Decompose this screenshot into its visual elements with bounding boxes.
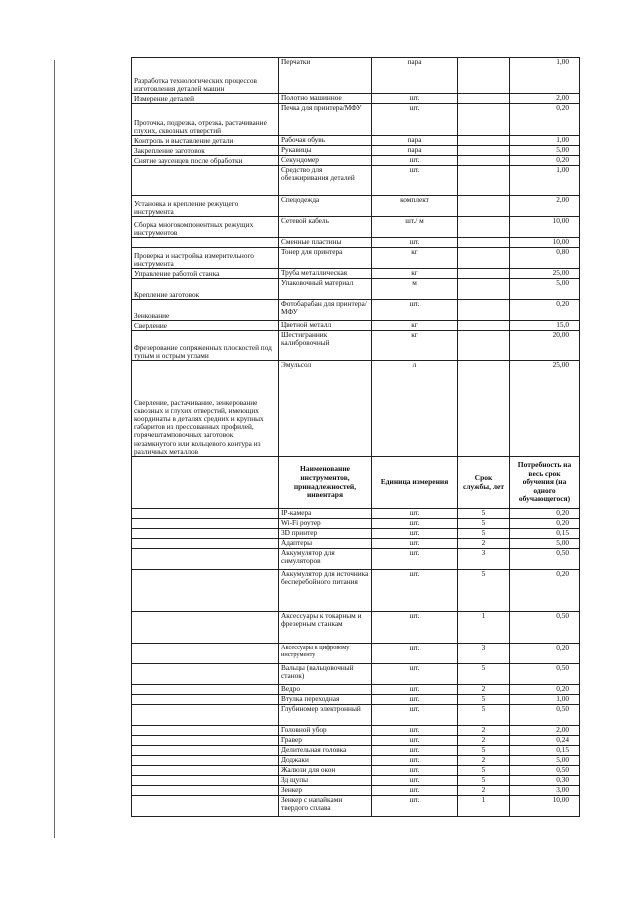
need-cell: 0,50 [510, 612, 580, 644]
operation-cell: Сверление [132, 321, 279, 331]
header-unit: Единица измерения [372, 457, 458, 509]
unit-cell: шт./ м [372, 217, 458, 238]
blank-cell [458, 248, 510, 269]
blank-cell [132, 612, 279, 644]
blank-cell [458, 146, 510, 156]
need-cell: 5,00 [510, 756, 580, 766]
material-cell: Сменные пластины [279, 238, 372, 248]
need-cell: 10,00 [510, 796, 580, 817]
unit-cell: шт. [372, 705, 458, 726]
need-cell: 5,00 [510, 539, 580, 549]
table-row [132, 331, 580, 361]
unit-cell: шт. [372, 166, 458, 196]
operation-cell: Сверление, растачивание, зенкерование сквозных и глухих отверстий, имеющих координаты в деталях средних и крупных габаритов из прессованных профилей, горячештамповочных заготовок незамкнутого или кольцевого контура из различных металлов [132, 361, 279, 457]
operation-cell: Управление работой станка [132, 269, 279, 279]
table-row [132, 94, 580, 104]
operation-cell: Разработка технологических процессов изготовления деталей машин [132, 58, 279, 94]
material-cell: Шестигранник калибровочный [279, 331, 372, 361]
unit-cell: шт. [372, 664, 458, 685]
blank-cell [458, 196, 510, 217]
table-row [132, 644, 580, 664]
tool-name-cell: Глубиномер электронный [279, 705, 372, 726]
table-row [132, 58, 580, 94]
blank-cell [458, 166, 510, 196]
term-cell: 3 [458, 549, 510, 570]
table-row [132, 104, 580, 136]
term-cell: 1 [458, 796, 510, 817]
quantity-cell: 2,00 [510, 94, 580, 104]
table-row [132, 736, 580, 746]
blank-cell [132, 529, 279, 539]
table-row [132, 695, 580, 705]
quantity-cell: 10,00 [510, 217, 580, 238]
table-row [132, 248, 580, 269]
quantity-cell: 5,00 [510, 146, 580, 156]
table-row [132, 238, 580, 248]
unit-cell: шт. [372, 766, 458, 776]
unit-cell: л [372, 361, 458, 457]
blank-cell [458, 136, 510, 146]
term-cell: 2 [458, 756, 510, 766]
unit-cell: комплект [372, 196, 458, 217]
blank-cell [132, 519, 279, 529]
table-row [132, 269, 580, 279]
quantity-cell: 1,00 [510, 166, 580, 196]
need-cell: 0,20 [510, 644, 580, 664]
blank-cell [132, 570, 279, 612]
table-row [132, 766, 580, 776]
operation-cell: Проточка, подрезка, отрезка, растачивание глухих, сквозных отверстий [132, 104, 279, 136]
need-cell: 0,50 [510, 766, 580, 776]
term-cell: 5 [458, 776, 510, 786]
unit-cell: шт. [372, 695, 458, 705]
unit-cell: пара [372, 136, 458, 146]
blank-cell [458, 269, 510, 279]
term-cell: 5 [458, 664, 510, 685]
unit-cell: шт. [372, 736, 458, 746]
material-cell: Цветной металл [279, 321, 372, 331]
term-cell: 5 [458, 519, 510, 529]
term-cell: 5 [458, 570, 510, 612]
blank-cell [132, 509, 279, 519]
blank-cell [132, 664, 279, 685]
tool-name-cell: Жалюзи для окон [279, 766, 372, 776]
material-cell: Полотно машинное [279, 94, 372, 104]
quantity-cell: 20,00 [510, 331, 580, 361]
blank-cell [458, 361, 510, 457]
quantity-cell: 5,00 [510, 279, 580, 300]
table-row [132, 300, 580, 321]
table-row [132, 321, 580, 331]
blank-cell [132, 776, 279, 786]
table-row [132, 196, 580, 217]
blank-cell [132, 457, 279, 509]
unit-cell: шт. [372, 776, 458, 786]
blank-cell [458, 58, 510, 94]
need-cell: 0,15 [510, 746, 580, 756]
operation-cell [132, 166, 279, 196]
quantity-cell: 1,00 [510, 58, 580, 94]
quantity-cell: 1,00 [510, 136, 580, 146]
unit-cell: шт. [372, 746, 458, 756]
tool-name-cell: Wi-Fi роутер [279, 519, 372, 529]
materials-table [131, 57, 580, 817]
header-need: Потребность на весь срок обучения (на одного обучающегося) [510, 457, 580, 509]
material-cell: Сетевой кабель [279, 217, 372, 238]
material-cell: Рабочая обувь [279, 136, 372, 146]
need-cell: 0,20 [510, 519, 580, 529]
header-name: Наименование инструментов, принадлежностей, инвентаря [279, 457, 372, 509]
unit-cell: кг [372, 331, 458, 361]
blank-cell [458, 104, 510, 136]
unit-cell: шт. [372, 104, 458, 136]
tools-header-row [132, 457, 580, 509]
blank-cell [132, 539, 279, 549]
need-cell: 2,00 [510, 726, 580, 736]
operation-cell: Сборка многокомпонентных режущих инструментов [132, 217, 279, 238]
tool-name-cell: Адаптеры [279, 539, 372, 549]
material-cell: Тонер для принтера [279, 248, 372, 269]
quantity-cell: 0,20 [510, 300, 580, 321]
need-cell: 0,24 [510, 736, 580, 746]
tool-name-cell: Зенкер [279, 786, 372, 796]
blank-cell [132, 736, 279, 746]
unit-cell: пара [372, 58, 458, 94]
table-row [132, 705, 580, 726]
operation-cell: Фрезерование сопряженных плоскостей под тупым и острым углами [132, 331, 279, 361]
blank-cell [132, 685, 279, 695]
unit-cell: шт. [372, 644, 458, 664]
material-cell: Средство для обезжиривания деталей [279, 166, 372, 196]
table-row [132, 612, 580, 644]
blank-cell [132, 756, 279, 766]
unit-cell: шт. [372, 570, 458, 612]
table-row [132, 786, 580, 796]
material-cell: Секундомер [279, 156, 372, 166]
blank-cell [458, 300, 510, 321]
unit-cell: шт. [372, 300, 458, 321]
unit-cell: шт. [372, 796, 458, 817]
unit-cell: шт. [372, 94, 458, 104]
unit-cell: шт. [372, 726, 458, 736]
blank-cell [132, 766, 279, 776]
table-row [132, 570, 580, 612]
quantity-cell: 0,20 [510, 104, 580, 136]
material-cell: Труба металлическая [279, 269, 372, 279]
term-cell: 2 [458, 726, 510, 736]
term-cell: 5 [458, 766, 510, 776]
table-row [132, 217, 580, 238]
header-term: Срок службы, лет [458, 457, 510, 509]
tools-section [132, 457, 580, 817]
table-row [132, 156, 580, 166]
term-cell: 2 [458, 736, 510, 746]
tool-name-cell: Аккумулятор для источника бесперебойного питания [279, 570, 372, 612]
need-cell: 0,30 [510, 776, 580, 786]
unit-cell: кг [372, 248, 458, 269]
quantity-cell: 2,00 [510, 196, 580, 217]
unit-cell: шт. [372, 509, 458, 519]
margin-line [54, 60, 55, 838]
tool-name-cell: Аксессуары к токарным и фрезерным станкам [279, 612, 372, 644]
tool-name-cell: Втулка переходная [279, 695, 372, 705]
tool-name-cell: Гравер [279, 736, 372, 746]
need-cell: 0,50 [510, 705, 580, 726]
tool-name-cell: Головной убор [279, 726, 372, 736]
term-cell: 5 [458, 705, 510, 726]
operation-cell: Контроль и выставление детали [132, 136, 279, 146]
table-row [132, 746, 580, 756]
table-row [132, 529, 580, 539]
quantity-cell: 0,80 [510, 248, 580, 269]
unit-cell: м [372, 279, 458, 300]
term-cell: 5 [458, 529, 510, 539]
blank-cell [458, 321, 510, 331]
table-row [132, 519, 580, 529]
need-cell: 3,00 [510, 786, 580, 796]
need-cell: 0,50 [510, 664, 580, 685]
unit-cell: шт. [372, 156, 458, 166]
unit-cell: шт. [372, 539, 458, 549]
tool-name-cell: Вальцы (вальцовочный станок) [279, 664, 372, 685]
operation-cell: Проверка и настройка измерительного инструмента [132, 248, 279, 269]
material-cell: Эмульсол [279, 361, 372, 457]
quantity-cell: 0,20 [510, 156, 580, 166]
table-row [132, 685, 580, 695]
tool-name-cell: Аксессуары к цифровому инструменту [279, 644, 372, 664]
term-cell: 5 [458, 746, 510, 756]
blank-cell [458, 156, 510, 166]
need-cell: 0,15 [510, 529, 580, 539]
table-row [132, 796, 580, 817]
term-cell: 5 [458, 695, 510, 705]
term-cell: 1 [458, 612, 510, 644]
operation-cell: Зенкование [132, 300, 279, 321]
table-row [132, 776, 580, 786]
tool-name-cell: Аккумулятор для симуляторов [279, 549, 372, 570]
blank-cell [132, 746, 279, 756]
table-row [132, 146, 580, 156]
operation-cell: Закрепление заготовок [132, 146, 279, 156]
table-row [132, 509, 580, 519]
material-cell: Спецодежда [279, 196, 372, 217]
tool-name-cell: Ведро [279, 685, 372, 695]
operation-cell: Измерение деталей [132, 94, 279, 104]
quantity-cell: 10,00 [510, 238, 580, 248]
term-cell: 2 [458, 786, 510, 796]
blank-cell [132, 695, 279, 705]
need-cell: 0,20 [510, 570, 580, 612]
tool-name-cell: IP-камера [279, 509, 372, 519]
unit-cell: шт. [372, 612, 458, 644]
need-cell: 0,50 [510, 549, 580, 570]
blank-cell [458, 331, 510, 361]
table-row [132, 136, 580, 146]
table-row [132, 664, 580, 685]
need-cell: 0,20 [510, 685, 580, 695]
material-cell: Упаковочный материал [279, 279, 372, 300]
blank-cell [132, 786, 279, 796]
blank-cell [132, 796, 279, 817]
quantity-cell: 25,00 [510, 361, 580, 457]
unit-cell: шт. [372, 786, 458, 796]
blank-cell [132, 549, 279, 570]
blank-cell [132, 644, 279, 664]
table-row [132, 361, 580, 457]
blank-cell [132, 726, 279, 736]
quantity-cell: 25,00 [510, 269, 580, 279]
unit-cell: шт. [372, 529, 458, 539]
operation-cell: Крепление заготовок [132, 279, 279, 300]
blank-cell [458, 279, 510, 300]
material-cell: Печка для принтера/МФУ [279, 104, 372, 136]
blank-cell [458, 217, 510, 238]
material-cell: Рукавицы [279, 146, 372, 156]
term-cell: 2 [458, 685, 510, 695]
unit-cell: пара [372, 146, 458, 156]
operation-cell: Установка и крепление режущего инструмента [132, 196, 279, 217]
blank-cell [458, 238, 510, 248]
tool-name-cell: Зд щупы [279, 776, 372, 786]
tool-name-cell: 3D принтер [279, 529, 372, 539]
tool-name-cell: Доджаки [279, 756, 372, 766]
blank-cell [132, 705, 279, 726]
table-row [132, 549, 580, 570]
unit-cell: шт. [372, 549, 458, 570]
term-cell: 5 [458, 509, 510, 519]
operation-cell: Снятие заусенцев после обработки [132, 156, 279, 166]
term-cell: 2 [458, 539, 510, 549]
table-row [132, 756, 580, 766]
table-row [132, 539, 580, 549]
consumables-section [132, 58, 580, 457]
tool-name-cell: Зенкер с напайками твердого сплава [279, 796, 372, 817]
quantity-cell: 15,0 [510, 321, 580, 331]
tool-name-cell: Делительная головка [279, 746, 372, 756]
need-cell: 1,00 [510, 695, 580, 705]
unit-cell: шт. [372, 756, 458, 766]
table-row [132, 726, 580, 736]
term-cell: 3 [458, 644, 510, 664]
material-cell: Перчатки [279, 58, 372, 94]
table-row [132, 279, 580, 300]
table-row [132, 166, 580, 196]
unit-cell: шт. [372, 685, 458, 695]
unit-cell: кг [372, 269, 458, 279]
operation-cell [132, 238, 279, 248]
unit-cell: шт. [372, 519, 458, 529]
blank-cell [458, 94, 510, 104]
unit-cell: шт. [372, 238, 458, 248]
unit-cell: кг [372, 321, 458, 331]
material-cell: Фотобарабан для принтера/МФУ [279, 300, 372, 321]
need-cell: 0,20 [510, 509, 580, 519]
